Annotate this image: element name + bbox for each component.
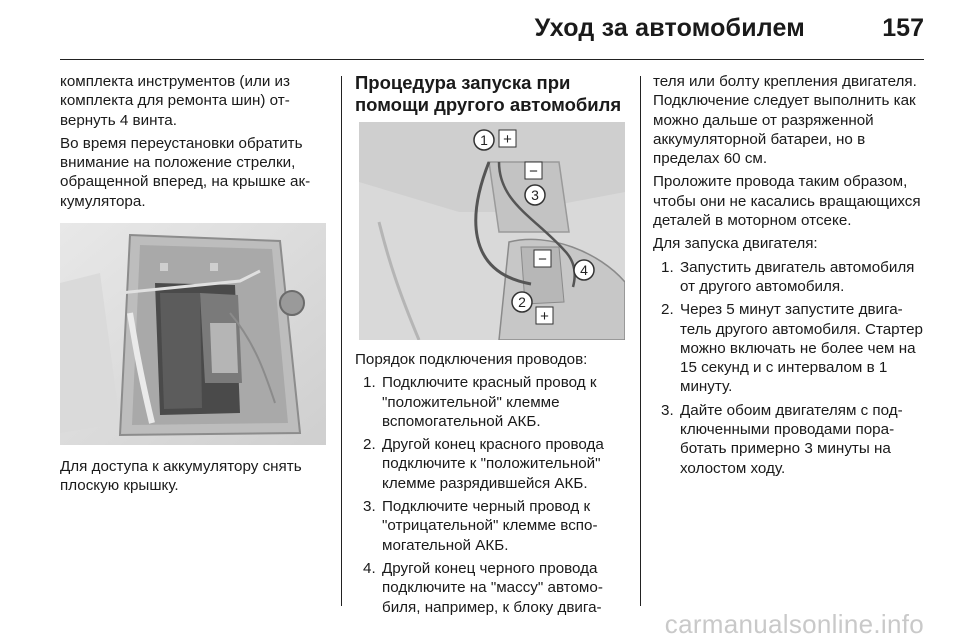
list-item: 3. Дайте обоим двигателям с подключенными проводами поработать примерно 3 минуты на холостом ходу. <box>661 401 903 477</box>
connection-order-intro: Порядок подключения проводов: <box>355 351 588 368</box>
plus-label-top: + <box>503 131 512 148</box>
page-number: 157 <box>882 14 924 42</box>
list-item: 3. Подключите черный провод к "отрицательной" клемме вспомогательной АКБ. <box>363 498 598 554</box>
paragraph-ground-point: теля или болту крепления двигателя. Подключение следует выполнить как можно дальше от разряженной аккумуляторной батареи, но в пределах 60 см. <box>653 73 917 168</box>
column-middle <box>355 72 630 621</box>
minus-label-bottom: − <box>538 251 547 268</box>
section-title: Процедура запуска при помощи другого автомобиля <box>355 72 622 115</box>
connection-steps <box>355 373 630 617</box>
list-item: 4. Другой конец черного провода подключите на "массу" автомобиля, например, к блоку двига- <box>363 559 603 616</box>
column-divider-2 <box>640 76 641 606</box>
paragraph-remove-cover: Для доступа к аккумулятору снять плоскую крышку. <box>60 458 302 495</box>
watermark: carmanualsonline.info <box>664 609 924 639</box>
column-left <box>60 72 328 500</box>
jump-start-diagram <box>359 122 625 340</box>
battery-compartment-photo <box>60 223 326 445</box>
plus-label-bottom: + <box>540 308 549 325</box>
page-title: Уход за автомобилем <box>534 14 805 42</box>
list-item: 2. Через 5 минут запустите двигатель другого автомобиля. Стартер можно включать не более чем на 15 секунд и с интервалом в 1 минуту. <box>661 301 923 396</box>
paragraph-arrow-note: Во время переустановки обратить внимание на положение стрелки, обращенной вперед, на крышке аккумулятора. <box>60 134 311 210</box>
minus-label-top: − <box>529 163 538 180</box>
header-divider <box>60 59 924 60</box>
list-item: 1. Запустить двигатель автомобиля от другого автомобиля. <box>661 258 915 295</box>
paragraph-route-cables: Проложите провода таким образом, чтобы они не касались вращающихся деталей в моторном отсеке. <box>653 173 921 230</box>
paragraph-start-intro: Для запуска двигателя: <box>653 235 818 253</box>
start-steps <box>653 258 928 478</box>
paragraph-unscrew: комплекта инструментов (или из комплекта для ремонта шин) отвернуть 4 винта. <box>60 73 290 129</box>
column-divider-1 <box>341 76 342 606</box>
list-item: 2. Другой конец красного провода подключите к "положительной" клемме разрядившейся АКБ. <box>363 436 604 492</box>
callout-4: 4 <box>580 262 588 278</box>
list-item: 1. Подключите красный провод к "положительной" клемме вспомогательной АКБ. <box>363 374 597 430</box>
callout-3: 3 <box>531 187 539 203</box>
callout-1: 1 <box>480 132 488 148</box>
column-right <box>653 72 928 482</box>
callout-2: 2 <box>518 294 526 310</box>
